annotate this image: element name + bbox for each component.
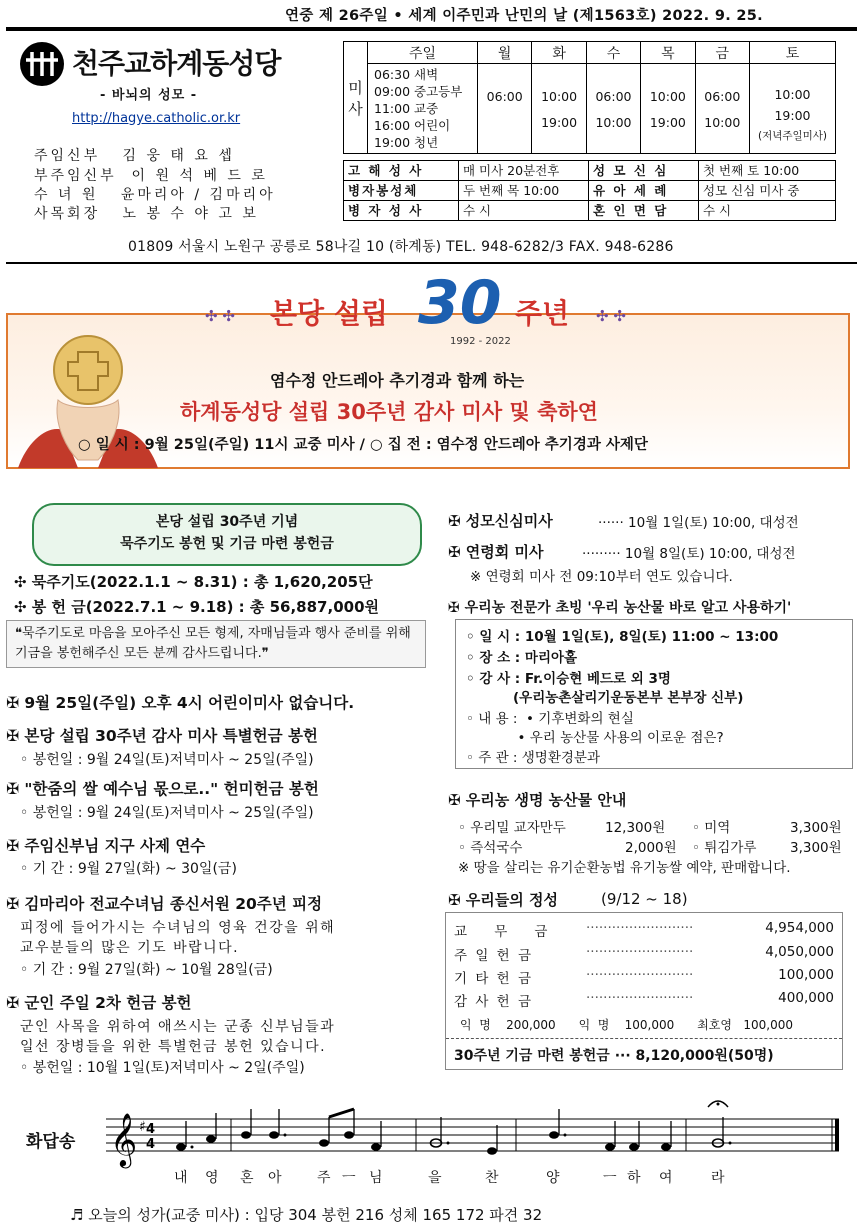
dot-leader: ·························	[586, 944, 694, 960]
lyrics-row	[6, 1167, 857, 1189]
psalm-label: 화답송	[26, 1132, 76, 1152]
farm-lecture-title: ✠ 우리농 전문가 초빙 '우리 농산물 바로 알고 사용하기'	[448, 600, 792, 616]
day-header: 토	[750, 42, 836, 64]
mon-times: 06:00	[478, 64, 532, 154]
svg-text:4: 4	[146, 1122, 156, 1137]
banner-title-right: 주년	[515, 297, 570, 330]
sacrament-time: 매 미사 20분전후	[459, 161, 589, 181]
dot-leader: ·························	[586, 967, 694, 983]
day-header: 목	[641, 42, 695, 64]
lyric-syllable: 님	[369, 1170, 383, 1186]
farm-line: • 우리 농산물 사용의 이로운 점은?	[466, 730, 724, 746]
sacraments-table	[343, 160, 836, 221]
notice-line: 일선 장병들을 위한 특별헌금 봉헌 있습니다.	[20, 1039, 327, 1055]
thu-times: 10:00 19:00	[641, 64, 695, 154]
offering-label: 교 무 금	[454, 924, 550, 940]
address-rule	[6, 262, 857, 264]
elder-mass-detail: ········· 10월 8일(토) 10:00, 대성전	[582, 546, 796, 562]
offering-label: 기 타 헌 금	[454, 971, 534, 987]
notice-line: ◦ 기 간 : 9월 27일(화) ~ 10월 28일(금)	[20, 962, 273, 978]
issue-line: 연중 제 26주일 • 세계 이주민과 난민의 날 (제1563호) 2022. 9. 25.	[285, 8, 763, 24]
farm-line: ◦ 내 용 : • 기후변화의 현실	[466, 711, 634, 727]
product-item: ◦ 미역	[692, 820, 731, 836]
fri-times: 06:00 10:00	[695, 64, 749, 154]
staff-row: 사목회장 노 봉 수 야 고 보	[34, 206, 259, 222]
notice-title: ✠ 9월 25일(주일) 오후 4시 어린이미사 없습니다.	[6, 694, 355, 712]
sacrament-time: 성모 신심 미사 중	[699, 181, 836, 201]
notice-line: ◦ 봉헌일 : 10월 1일(토)저녁미사 ~ 2일(주일)	[20, 1060, 305, 1076]
mass-label: 미사	[344, 42, 368, 154]
sat-times: 10:00 19:00 (저녁주일미사)	[750, 64, 836, 154]
banner-years: 1992 - 2022	[450, 336, 511, 347]
banner-info: ○ 일 시 : 9월 25일(주일) 11시 교중 미사 / ○ 집 전 : 염수정 안드레아 추기경과 사제단	[78, 437, 648, 453]
farm-lecture-box	[455, 619, 853, 769]
products-title: ✠ 우리농 생명 농산물 안내	[448, 791, 627, 809]
offering-amount: 4,050,000	[765, 944, 834, 960]
lyric-syllable: 주	[317, 1170, 331, 1186]
dot-leader: ·························	[586, 920, 694, 936]
notice-line: ◦ 기 간 : 9월 27일(화) ~ 30일(금)	[20, 861, 237, 877]
sacrament-time: 두 번째 목 10:00	[459, 181, 589, 201]
offering-amount: 400,000	[778, 990, 834, 1006]
elder-mass-title: ✠ 연령회 미사	[448, 543, 544, 561]
parish-motto: - 바뇌의 성모 -	[100, 88, 198, 103]
lyric-syllable: 혼	[240, 1170, 254, 1186]
lyric-syllable: 영	[205, 1170, 219, 1186]
mass-schedule-table	[343, 41, 836, 154]
product-item: ◦ 즉석국수	[458, 840, 523, 856]
notice-line: ◦ 봉헌일 : 9월 24일(토)저녁미사 ~ 25일(주일)	[20, 805, 314, 821]
donation-title-box	[32, 503, 422, 566]
day-header: 화	[532, 42, 586, 64]
notice-title: ✠ 군인 주일 2차 헌금 봉헌	[6, 994, 192, 1012]
music-staff	[6, 1095, 857, 1173]
product-price: 3,300원	[790, 820, 842, 836]
notice-title: ✠ "한줌의 쌀 예수님 몫으로.." 헌미헌금 봉헌	[6, 780, 319, 798]
notice-title: ✠ 김마리아 전교수녀님 종신서원 20주년 피정	[6, 895, 323, 913]
dot-leader: ·························	[586, 990, 694, 1006]
notice-title: ✠ 본당 설립 30주년 감사 미사 특별헌금 봉헌	[6, 727, 318, 745]
banner-headline: 하계동성당 설립 30주년 감사 미사 및 축하연	[180, 400, 598, 424]
notice-line: 군인 사목을 위하여 애쓰시는 군종 신부님들과	[20, 1019, 336, 1035]
lyric-syllable: 내	[174, 1170, 188, 1186]
marian-mass-title: ✠ 성모신심미사	[448, 512, 553, 530]
notice-line: 피정에 들어가시는 수녀님의 영육 건강을 위해	[20, 920, 336, 936]
notice-line: 교우분들의 많은 기도 바랍니다.	[20, 940, 240, 956]
donation-title-line: 본당 설립 30주년 기념	[155, 514, 299, 530]
offering-amount: 4,954,000	[765, 920, 834, 936]
product-price: 12,300원	[605, 820, 666, 836]
offering-total: ✣ 봉 헌 금(2022.7.1 ~ 9.18) : 총 56,887,000원	[14, 598, 379, 616]
banner-title-number: 30	[418, 268, 502, 338]
psalm-response-score	[6, 1095, 857, 1195]
sacrament-label: 병 자 성 사	[344, 201, 459, 221]
lyric-syllable: 찬	[485, 1170, 499, 1186]
sacrament-label: 병자봉성체	[344, 181, 459, 201]
notice-line: ◦ 봉헌일 : 9월 24일(토)저녁미사 ~ 25일(주일)	[20, 752, 314, 768]
lyric-syllable: 여	[659, 1170, 673, 1186]
flourish-icon: ✣ ✣	[205, 307, 235, 325]
staff-row: 부주임신부 이 원 석 베 드 로	[34, 168, 268, 184]
day-header: 금	[695, 42, 749, 64]
rosary-total: ✣ 묵주기도(2022.1.1 ~ 8.31) : 총 1,620,205단	[14, 573, 373, 591]
offering-label: 감 사 헌 금	[454, 994, 534, 1010]
lyric-syllable: ㅡ	[603, 1170, 617, 1186]
parish-name: 천주교하계동성당	[72, 47, 281, 80]
fund-total: 30주년 기금 마련 봉헌금 ··· 8,120,000원(50명)	[454, 1048, 774, 1064]
farm-line: ◦ 일 시 : 10월 1일(토), 8일(토) 11:00 ~ 13:00	[466, 629, 779, 645]
product-price: 3,300원	[790, 840, 842, 856]
elder-mass-note: ※ 연령회 미사 전 09:10부터 연도 있습니다.	[470, 569, 733, 585]
sacrament-time: 수 시	[699, 201, 836, 221]
parish-url-link[interactable]: http://hagye.catholic.or.kr	[72, 111, 241, 126]
sacrament-label: 혼 인 면 담	[589, 201, 699, 221]
offering-amount: 100,000	[778, 967, 834, 983]
sacrament-time: 첫 번째 토 10:00	[699, 161, 836, 181]
marian-mass-detail: ······ 10월 1일(토) 10:00, 대성전	[598, 515, 799, 531]
product-item: ◦ 우리밀 교자만두	[458, 820, 566, 836]
farm-line: ◦ 강 사 : Fr.이승현 베드로 외 3명	[466, 671, 671, 687]
sacrament-label: 성 모 신 심	[589, 161, 699, 181]
todays-hymns: ♬ 오늘의 성가(교중 미사) : 입당 304 봉헌 216 성체 165 172 파견 32	[70, 1206, 543, 1224]
offerings-divider	[446, 1038, 842, 1039]
sacrament-label: 고 해 성 사	[344, 161, 459, 181]
svg-text:♯: ♯	[139, 1119, 146, 1135]
lyric-syllable: 양	[546, 1170, 560, 1186]
banner-subtitle: 염수정 안드레아 추기경과 함께 하는	[270, 371, 525, 390]
lyric-syllable: 하	[627, 1170, 641, 1186]
staff-row: 주임신부 김 웅 태 요 셉	[34, 148, 235, 164]
product-note: ※ 땅을 살리는 유기순환농법 유기농쌀 예약, 판매합니다.	[458, 860, 791, 876]
parish-logo-icon	[18, 40, 66, 88]
tue-times: 10:00 19:00	[532, 64, 586, 154]
farm-line: (우리농촌살리기운동본부 본부장 신부)	[466, 690, 744, 706]
farm-line: ◦ 장 소 : 마리아홀	[466, 650, 578, 666]
sunday-times: 06:30 새벽 09:00 중고등부 11:00 교중 16:00 어린이 19:00 청년	[368, 64, 478, 154]
address-line: 01809 서울시 노원구 공릉로 58나길 10 (하계동) TEL. 948-6282/3 FAX. 948-6286	[128, 239, 674, 255]
svg-text:𝄞: 𝄞	[110, 1112, 138, 1166]
lyric-syllable: 라	[711, 1170, 725, 1186]
donation-title-line: 묵주기도 봉헌 및 기금 마련 봉헌금	[120, 536, 334, 552]
lyric-syllable: 을	[428, 1170, 442, 1186]
notice-title: ✠ 주임신부님 지구 사제 연수	[6, 837, 206, 855]
staff-row: 수 녀 원 윤마리아 / 김마리아	[34, 187, 276, 203]
thanks-note: ❝묵주기도로 마음을 모아주신 모든 형제, 자매님들과 행사 준비를 위해 기금을 봉헌해주신 모든 분께 감사드립니다.❞	[6, 620, 426, 668]
flourish-icon: ✣ ✣	[596, 307, 626, 325]
product-price: 2,000원	[625, 840, 677, 856]
sacrament-label: 유 아 세 례	[589, 181, 699, 201]
product-item: ◦ 튀김가루	[692, 840, 757, 856]
lyric-syllable: ㅡ	[342, 1170, 356, 1186]
farm-line: ◦ 주 관 : 생명환경분과	[466, 750, 601, 766]
day-header: 주일	[368, 42, 478, 64]
offerings-period: (9/12 ~ 18)	[601, 890, 688, 908]
top-rule	[6, 27, 857, 31]
svg-text:4: 4	[146, 1137, 156, 1152]
sacrament-time: 수 시	[459, 201, 589, 221]
anonymous-offerings: 익 명 200,000 익 명 100,000 최호영 100,000	[460, 1018, 794, 1032]
banner-title-left: 본당 설립	[270, 297, 388, 330]
offerings-title: ✠ 우리들의 정성	[448, 891, 558, 909]
offerings-box	[445, 912, 843, 1070]
wed-times: 06:00 10:00	[586, 64, 640, 154]
day-header: 월	[478, 42, 532, 64]
day-header: 수	[586, 42, 640, 64]
offering-label: 주 일 헌 금	[454, 948, 534, 964]
lyric-syllable: 아	[268, 1170, 282, 1186]
